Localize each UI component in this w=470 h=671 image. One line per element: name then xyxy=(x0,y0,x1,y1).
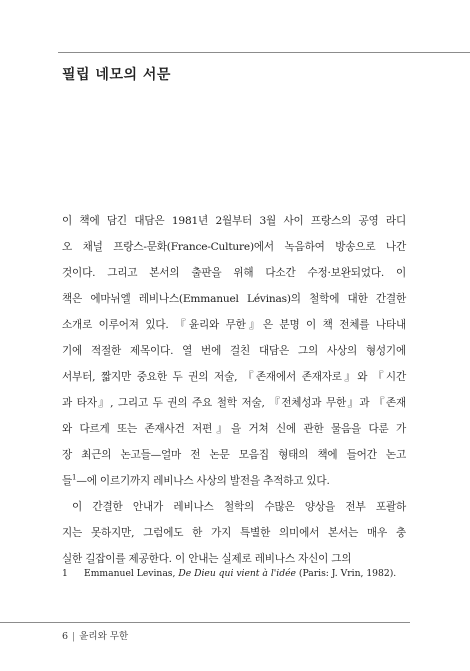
footnote-title: De Dieu qui vient à l'idée xyxy=(178,568,296,579)
line-end: —에 이르기까지 레비나스 사상의 발전을 추적하고 있다. xyxy=(76,475,330,487)
text-line: 오 채널 프랑스-문화(France-Culture)에서 녹음하여 방송으로 나간 xyxy=(62,241,406,253)
page-number: 6 xyxy=(62,631,69,642)
text-line: 기에 적절한 제목이다. 열 번에 걸친 대담은 그의 사상의 형성기에 xyxy=(62,345,406,357)
text-line: 와 다르게 또는 존재사건 저편』을 거쳐 신에 관한 물음을 다룬 가 xyxy=(62,423,406,435)
chapter-heading: 필립 네모의 서문 xyxy=(62,67,171,83)
footnote-reference[interactable]: 1 xyxy=(72,473,77,482)
line-start: 들 xyxy=(62,475,73,487)
top-rule xyxy=(58,52,470,53)
text-line: 소개로 이루어져 있다. 『윤리와 무한』은 분명 이 책 전체를 나타내 xyxy=(62,319,406,331)
footnote-publication: (Paris: J. Vrin, 1982). xyxy=(298,568,397,579)
footnote xyxy=(62,568,432,579)
body-text xyxy=(62,208,406,572)
footnote-author: Emmanuel Levinas, xyxy=(84,568,176,579)
text-line: 과 타자』, 그리고 두 권의 주요 철학 저술, 『전체성과 무한』과 『존재 xyxy=(62,397,406,409)
text-line: 이 책에 담긴 대담은 1981년 2월부터 3월 사이 프랑스의 공영 라디 xyxy=(62,215,406,227)
running-title: 윤리와 무한 xyxy=(79,631,129,642)
text-line xyxy=(62,468,406,494)
footer-separator: | xyxy=(72,631,76,642)
text-line: 장 최근의 논고들—얼마 전 논문 모음집 형태의 책에 들어간 논고 xyxy=(62,449,406,461)
text-line: 서부터, 짧지만 중요한 두 권의 저술, 『존재에서 존재자로』와 『시간 xyxy=(62,371,406,383)
text-line: 책은 에마뉘엘 레비나스(Emmanuel Lévinas)의 철학에 대한 간결한 xyxy=(62,293,406,305)
text-line: 것이다. 그리고 본서의 출판을 위해 다소간 수정·보완되었다. 이 xyxy=(62,267,406,279)
text-line: 이 간결한 안내가 레비나스 철학의 수많은 양상을 전부 포괄하 xyxy=(72,501,406,513)
text-line: 지는 못하지만, 그럼에도 한 가지 특별한 의미에서 본서는 매우 충 xyxy=(62,527,406,539)
text-line: 실한 길잡이를 제공한다. 이 안내는 실제로 레비나스 자신이 그의 xyxy=(62,553,352,565)
page-footer xyxy=(62,628,128,642)
footnote-number: 1 xyxy=(62,568,68,579)
footer-rule xyxy=(0,622,410,623)
